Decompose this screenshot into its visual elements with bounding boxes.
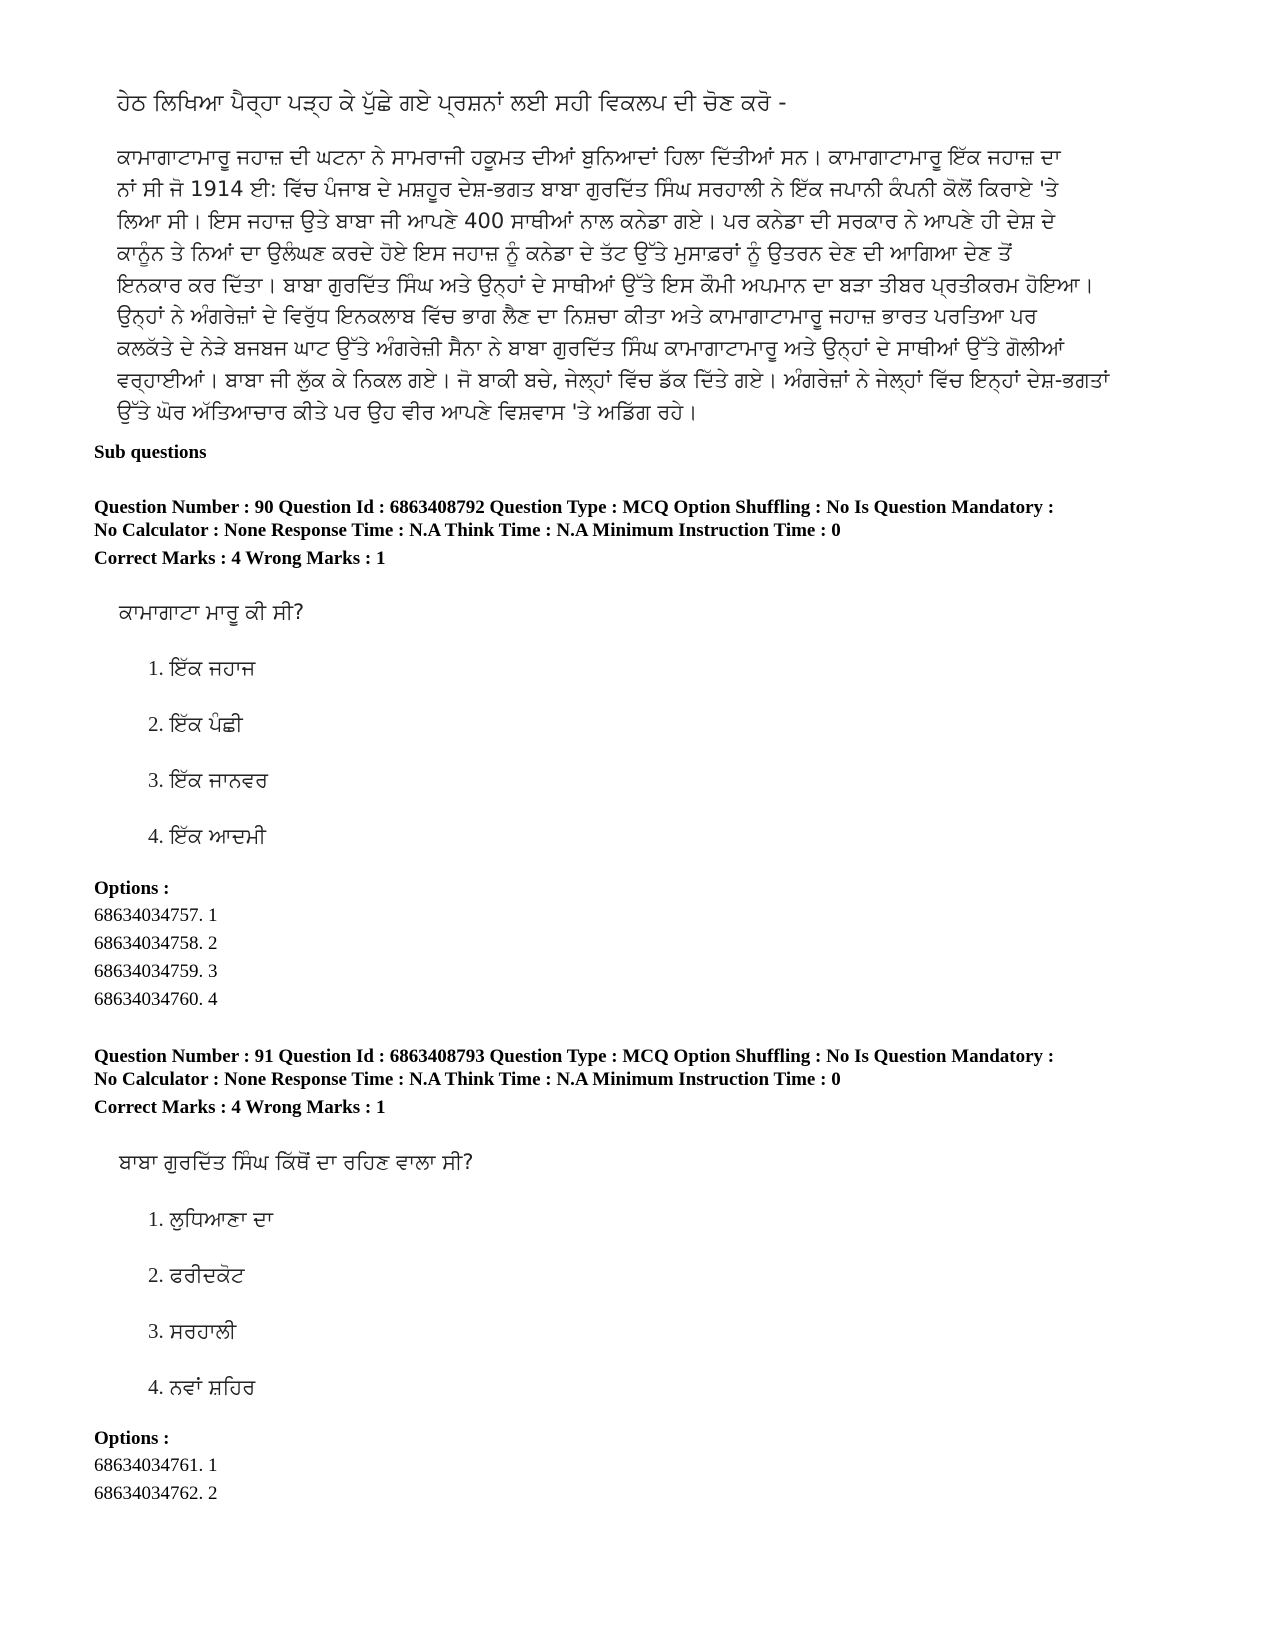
choice-text: ਸਰਹਾਲੀ (169, 1319, 237, 1343)
choice-text: ਇੱਕ ਪੰਛੀ (169, 712, 243, 736)
option-id: 68634034757. 1 (94, 905, 218, 926)
passage-line: ਉਨ੍ਹਾਂ ਨੇ ਅੰਗਰੇਜ਼ਾਂ ਦੇ ਵਿਰੁੱਧ ਇਨਕਲਾਬ ਵਿੱਚ ਭਾਗ ਲੈਣ ਦਾ ਨਿਸ਼ਚਾ ਕੀਤਾ ਅਤੇ ਕਾਮਾਗਾਟਾਮਾਰੂ ਜਹਾਜ਼ ਭਾਰਤ ਪਰਤਿਆ ਪਰ (117, 304, 1038, 329)
choice-number: 4. (148, 1375, 164, 1399)
passage-line: ਕਾਨੂੰਨ ਤੇ ਨਿਆਂ ਦਾ ਉਲੰਘਣ ਕਰਦੇ ਹੋਏ ਇਸ ਜਹਾਜ਼ ਨੂੰ ਕਨੇਡਾ ਦੇ ਤੱਟ ਉੱਤੇ ਮੁਸਾਫ਼ਰਾਂ ਨੂੰ ਉਤਰਨ ਦੇਣ ਦੀ ਆਗਿਆ ਦੇਣ ਤੋਂ (117, 240, 1012, 265)
passage-instruction: ਹੇਠ ਲਿਖਿਆ ਪੈਰ੍ਹਾ ਪੜ੍ਹ ਕੇ ਪੁੱਛੇ ਗਏ ਪ੍ਰਸ਼ਨਾਂ ਲਈ ਸਹੀ ਵਿਕਲਪ ਦੀ ਚੋਣ ਕਰੋ - (117, 90, 787, 116)
option-id: 68634034761. 1 (94, 1455, 218, 1476)
options-heading: Options : (94, 878, 170, 899)
answer-choice (148, 654, 255, 682)
option-id: 68634034762. 2 (94, 1483, 218, 1504)
sub-questions-heading: Sub questions (94, 442, 207, 463)
choice-text: ਨਵਾਂ ਸ਼ਹਿਰ (169, 1375, 256, 1399)
choice-text: ਫਰੀਦਕੋਟ (169, 1263, 245, 1287)
passage-line: ਉੱਤੇ ਘੋਰ ਅੱਤਿਆਚਾਰ ਕੀਤੇ ਪਰ ਉਹ ਵੀਰ ਆਪਣੇ ਵਿਸ਼ਵਾਸ 'ਤੇ ਅਡਿੱਗ ਰਹੇ। (117, 400, 698, 425)
option-id: 68634034759. 3 (94, 961, 218, 982)
question-text: ਬਾਬਾ ਗੁਰਦਿੱਤ ਸਿੰਘ ਕਿੱਥੋਂ ਦਾ ਰਹਿਣ ਵਾਲਾ ਸੀ? (119, 1150, 474, 1174)
answer-choice (148, 766, 268, 794)
passage-line: ਇਨਕਾਰ ਕਰ ਦਿੱਤਾ। ਬਾਬਾ ਗੁਰਦਿੱਤ ਸਿੰਘ ਅਤੇ ਉਨ੍ਹਾਂ ਦੇ ਸਾਥੀਆਂ ਉੱਤੇ ਇਸ ਕੌਮੀ ਅਪਮਾਨ ਦਾ ਬੜਾ ਤੀਬਰ ਪ੍ਰਤੀਕਰਮ ਹੋਇਆ। (117, 272, 1094, 297)
answer-choice (148, 1261, 245, 1289)
passage-line: ਨਾਂ ਸੀ ਜੋ 1914 ਈ: ਵਿੱਚ ਪੰਜਾਬ ਦੇ ਮਸ਼ਹੂਰ ਦੇਸ਼-ਭਗਤ ਬਾਬਾ ਗੁਰਦਿੱਤ ਸਿੰਘ ਸਰਹਾਲੀ ਨੇ ਇੱਕ ਜਪਾਨੀ ਕੰਪਨੀ ਕੋਲੋਂ ਕਿਰਾਏ 'ਤੇ (117, 176, 1059, 201)
choice-text: ਲੁਧਿਆਣਾ ਦਾ (169, 1207, 274, 1231)
choice-number: 1. (148, 656, 164, 680)
question-text: ਕਾਮਾਗਾਟਾ ਮਾਰੂ ਕੀ ਸੀ? (119, 600, 305, 624)
answer-choice (148, 822, 266, 850)
choice-number: 4. (148, 824, 164, 848)
answer-choice (148, 710, 243, 738)
answer-choice (148, 1205, 273, 1233)
question-meta-line-1: Question Number : 91 Question Id : 6863408793 Question Type : MCQ Option Shuffling : No Is Question Mandatory : (94, 1046, 1055, 1067)
choice-number: 1. (148, 1207, 164, 1231)
question-meta-line-1: Question Number : 90 Question Id : 6863408792 Question Type : MCQ Option Shuffling : No Is Question Mandatory : (94, 497, 1055, 518)
passage-line: ਕਲਕੱਤੇ ਦੇ ਨੇੜੇ ਬਜਬਜ ਘਾਟ ਉੱਤੇ ਅੰਗਰੇਜ਼ੀ ਸੈਨਾ ਨੇ ਬਾਬਾ ਗੁਰਦਿੱਤ ਸਿੰਘ ਕਾਮਾਗਾਟਾਮਾਰੂ ਅਤੇ ਉਨ੍ਹਾਂ ਦੇ ਸਾਥੀਆਂ ਉੱਤੇ ਗੋਲੀਆਂ (117, 336, 1065, 361)
choice-text: ਇੱਕ ਜਹਾਜ (169, 656, 256, 680)
options-heading: Options : (94, 1428, 170, 1449)
passage (117, 142, 1177, 429)
question-meta-line-2: No Calculator : None Response Time : N.A Think Time : N.A Minimum Instruction Time : 0 (94, 1069, 841, 1090)
question-marks: Correct Marks : 4 Wrong Marks : 1 (94, 548, 386, 569)
question-meta-line-2: No Calculator : None Response Time : N.A Think Time : N.A Minimum Instruction Time : 0 (94, 520, 841, 541)
question-marks: Correct Marks : 4 Wrong Marks : 1 (94, 1097, 386, 1118)
answer-choice (148, 1317, 236, 1345)
choice-number: 3. (148, 1319, 164, 1343)
option-id: 68634034758. 2 (94, 933, 218, 954)
choice-number: 2. (148, 712, 164, 736)
answer-choice (148, 1373, 255, 1401)
option-id: 68634034760. 4 (94, 989, 218, 1010)
choice-number: 3. (148, 768, 164, 792)
choice-text: ਇੱਕ ਆਦਮੀ (169, 824, 266, 848)
passage-line: ਲਿਆ ਸੀ। ਇਸ ਜਹਾਜ਼ ਉਤੇ ਬਾਬਾ ਜੀ ਆਪਣੇ 400 ਸਾਥੀਆਂ ਨਾਲ ਕਨੇਡਾ ਗਏ। ਪਰ ਕਨੇਡਾ ਦੀ ਸਰਕਾਰ ਨੇ ਆਪਣੇ ਹੀ ਦੇਸ਼ ਦੇ (117, 208, 1056, 233)
passage-line: ਕਾਮਾਗਾਟਾਮਾਰੂ ਜਹਾਜ਼ ਦੀ ਘਟਨਾ ਨੇ ਸਾਮਰਾਜੀ ਹਕੂਮਤ ਦੀਆਂ ਬੁਨਿਆਦਾਂ ਹਿਲਾ ਦਿੱਤੀਆਂ ਸਨ। ਕਾਮਾਗਾਟਾਮਾਰੂ ਇੱਕ ਜਹਾਜ਼ ਦਾ (117, 145, 1061, 169)
passage-line: ਵਰ੍ਹਾਈਆਂ। ਬਾਬਾ ਜੀ ਲੁੱਕ ਕੇ ਨਿਕਲ ਗਏ। ਜੋ ਬਾਕੀ ਬਚੇ, ਜੇਲ੍ਹਾਂ ਵਿੱਚ ਡੱਕ ਦਿੱਤੇ ਗਏ। ਅੰਗਰੇਜ਼ਾਂ ਨੇ ਜੇਲ੍ਹਾਂ ਵਿੱਚ ਇਨ੍ਹਾਂ ਦੇਸ਼-ਭਗਤਾਂ (117, 368, 1110, 393)
choice-text: ਇੱਕ ਜਾਨਵਰ (169, 768, 269, 792)
choice-number: 2. (148, 1263, 164, 1287)
